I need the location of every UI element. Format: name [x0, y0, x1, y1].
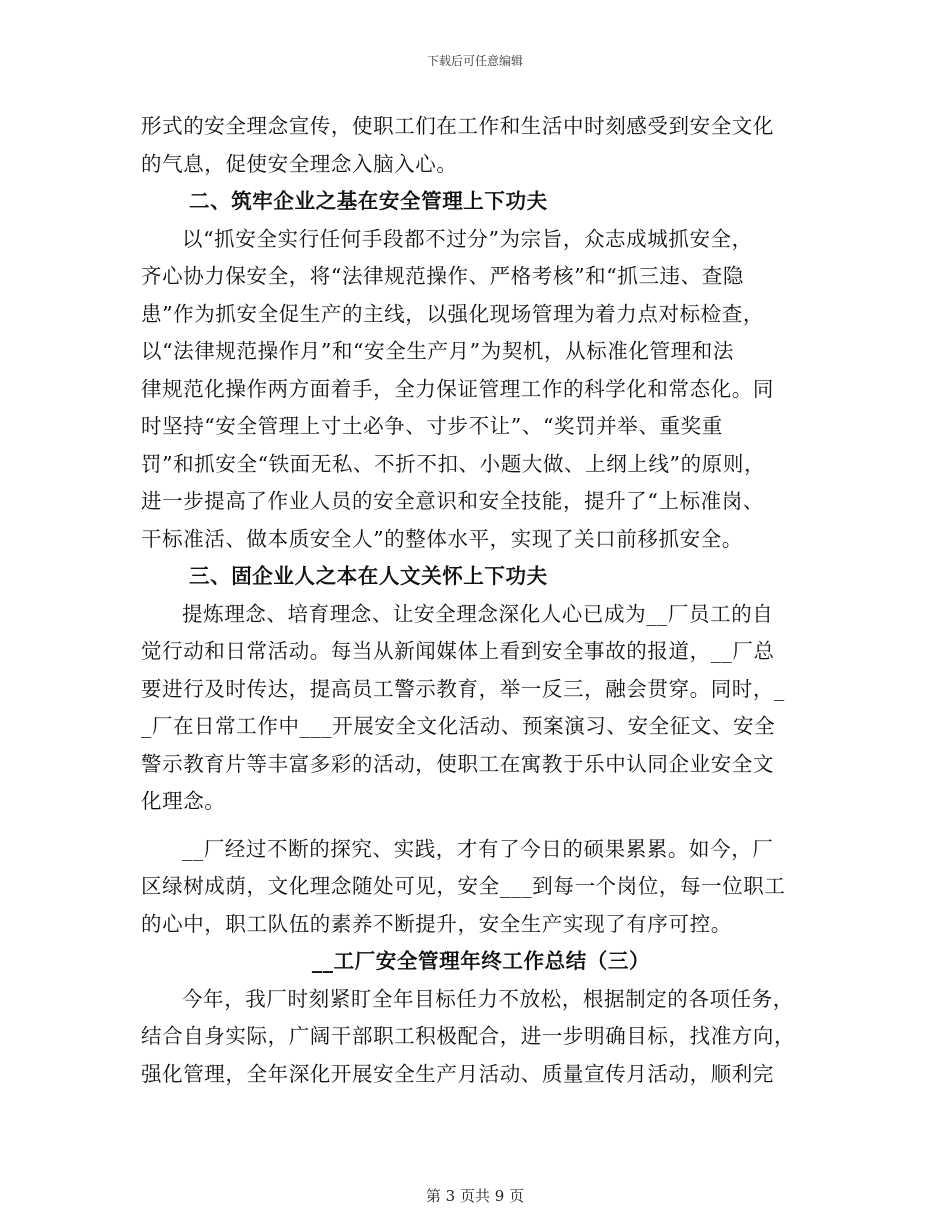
document-title: __工厂安全管理年终工作总结（三）: [311, 949, 651, 973]
paragraph-line: __厂经过不断的探究、实践，才有了今日的硕果累累。如今，厂: [182, 836, 774, 861]
paragraph-line: 干标准活、做本质安全人”的整体水平，实现了关口前移抓安全。: [141, 526, 743, 551]
paragraph-line: 要进行及时传达，提高员工警示教育，举一反三，融会贯穿。同时，_: [141, 676, 785, 701]
paragraph-line: 提炼理念、培育理念、让安全理念深化人心已成为__厂员工的自: [182, 601, 774, 626]
paragraph-line: _厂在日常工作中___开展安全文化活动、预案演习、安全征文、安全: [141, 714, 776, 738]
paragraph-line: 的气息，促使安全理念入脑入心。: [141, 151, 458, 176]
paragraph-line: 时坚持“安全管理上寸土必争、寸步不让”、“奖罚并举、重奖重: [141, 414, 723, 438]
paragraph-line: 以“抓安全实行任何手段都不过分”为宗旨，众志成城抓安全，: [182, 226, 753, 251]
paragraph-line: 形式的安全理念宣传，使职工们在工作和生活中时刻感受到安全文化: [141, 114, 774, 138]
paragraph-line: 律规范化操作两方面着手，全力保证管理工作的科学化和常态化。同: [141, 376, 774, 401]
paragraph-line: 觉行动和日常活动。每当从新闻媒体上看到安全事故的报道，__厂总: [141, 639, 775, 663]
paragraph-line: 齐心协力保安全，将“法律规范操作、严格考核”和“抓三违、查隐: [141, 264, 744, 288]
paragraph-line: 强化管理，全年深化开展安全生产月活动、质量宣传月活动，顺利完: [141, 1061, 774, 1086]
section-heading: 三、固企业人之本在人文关怀上下功夫: [189, 564, 548, 588]
paragraph-line: 区绿树成荫，文化理念随处可见，安全___到每一个岗位，每一位职工: [141, 874, 786, 898]
page-footer: 第 3 页共 9 页: [425, 1187, 525, 1205]
paragraph-line: 的心中，职工队伍的素养不断提升，安全生产实现了有序可控。: [141, 911, 732, 936]
paragraph-line: 结合自身实际，广阔干部职工积极配合，进一步明确目标，找准方向，: [141, 1024, 796, 1048]
section-heading: 二、筑牢企业之基在安全管理上下功夫: [189, 189, 548, 213]
paragraph-line: 患”作为抓安全促生产的主线，以强化现场管理为着力点对标检查，: [141, 301, 764, 326]
document-body: [141, 108, 821, 1093]
paragraph-line: 以“法律规范操作月”和“安全生产月”为契机，从标准化管理和法: [141, 339, 734, 363]
page-header: 下载后可任意编辑: [426, 54, 523, 68]
paragraph-line: 化理念。: [141, 789, 226, 813]
paragraph-line: 进一步提高了作业人员的安全意识和安全技能，提升了“上标准岗、: [141, 489, 764, 513]
paragraph-line: 警示教育片等丰富多彩的活动，使职工在寓教于乐中认同企业安全文: [141, 751, 774, 776]
paragraph-line: 罚”和抓安全“铁面无私、不折不扣、小题大做、上纲上线”的原则，: [141, 451, 766, 476]
paragraph-line: 今年，我厂时刻紧盯全年目标任力不放松，根据制定的各项任务，: [182, 986, 794, 1011]
